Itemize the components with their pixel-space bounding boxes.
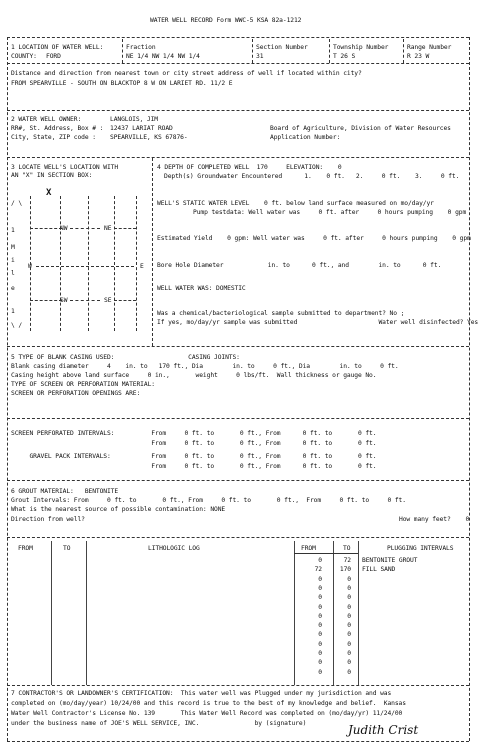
signature: Judith Crist xyxy=(348,723,419,737)
plug-to-header: TO xyxy=(343,545,351,552)
grid-line xyxy=(114,196,115,331)
column-rule xyxy=(86,541,87,685)
plug-desc-cell: BENTONITE GROUT xyxy=(362,557,418,564)
screen-material: TYPE OF SCREEN OR PERFORATION MATERIAL: xyxy=(11,381,155,388)
gravel-intervals-1: GRAVEL PACK INTERVALS: From 0 ft. to 0 ft., From 0 ft. to 0 ft. xyxy=(11,453,377,460)
divider xyxy=(7,480,469,481)
mile-one-2: 1 xyxy=(11,308,15,315)
header-rule xyxy=(294,553,358,554)
plug-from-cell: 0 xyxy=(318,622,322,630)
section-box-corner-2: \ / xyxy=(11,322,23,329)
grid-line xyxy=(70,228,100,229)
plug-from-cell: 0 xyxy=(318,612,322,620)
grid-line xyxy=(114,228,136,229)
address-label: RR#, St. Address, Box # : xyxy=(11,125,104,132)
divider xyxy=(7,157,469,158)
screen-intervals-1: SCREEN PERFORATED INTERVALS: From 0 ft. to 0 ft., From 0 ft. to 0 ft. xyxy=(11,430,377,437)
plug-from-cell: 72 xyxy=(314,566,322,574)
divider xyxy=(7,537,469,538)
grid-line xyxy=(114,300,136,301)
groundwater-line: Depth(s) Groundwater Encountered 1. 0 ft. 2. 0 ft. 3. 0 ft. xyxy=(164,173,460,180)
plug-to-cell: 170 xyxy=(339,566,351,574)
log-to-header: TO xyxy=(63,545,71,552)
direction-label: Direction from well? xyxy=(11,516,85,523)
screen-intervals-2: From 0 ft. to 0 ft., From 0 ft. to 0 ft. xyxy=(11,440,377,447)
se-label: SE xyxy=(104,297,112,304)
grid-line xyxy=(30,196,31,331)
board-text: Board of Agriculture, Division of Water Resources xyxy=(270,125,451,132)
bore-diameter: Bore Hole Diameter in. to 0 ft., and in. to 0 ft. xyxy=(157,262,442,269)
contamination-source: What is the nearest source of possible contamination: NONE xyxy=(11,506,226,513)
locate-label-2: AN "X" IN SECTION BOX: xyxy=(11,172,93,179)
grid-line xyxy=(88,196,89,331)
divider xyxy=(403,39,404,63)
e-label: E xyxy=(140,263,144,270)
township-value: T 26 S xyxy=(333,53,356,60)
chemical-sample: Was a chemical/bacteriological sample submitted to department? No ; xyxy=(157,310,405,317)
distance-label: Distance and direction from nearest town or city street address of well if located within city? xyxy=(11,70,362,77)
w-label: W xyxy=(28,263,32,270)
plug-from-cell: 0 xyxy=(318,575,322,583)
divider xyxy=(7,346,469,347)
lithologic-header: LITHOLOGIC LOG xyxy=(148,545,200,552)
mile-l: l xyxy=(11,270,15,277)
application-label: Application Number: xyxy=(270,134,341,141)
section-box-corner: / \ xyxy=(11,200,23,207)
mile-m: M xyxy=(11,244,15,251)
static-level: WELL'S STATIC WATER LEVEL 0 ft. below land surface measured on mo/day/yr xyxy=(157,200,434,207)
plug-to-cell: 0 xyxy=(347,612,351,620)
fraction-label: Fraction xyxy=(126,44,156,51)
grid-line xyxy=(30,228,62,229)
plug-from-header: FROM xyxy=(301,545,316,552)
screen-openings: SCREEN OR PERFORATION OPENINGS ARE: xyxy=(11,390,141,397)
divider xyxy=(329,39,330,63)
mile-one: 1 xyxy=(11,227,15,234)
divider xyxy=(7,110,469,111)
plug-desc-cell: FILL SAND xyxy=(362,566,396,574)
ne-label: NE xyxy=(104,225,112,232)
range-value: R 23 W xyxy=(407,53,430,60)
plug-from-cell: 0 xyxy=(318,659,322,667)
section-label: Section Number xyxy=(256,44,308,51)
plug-to-cell: 0 xyxy=(347,668,351,676)
grout-intervals: Grout Intervals: From 0 ft. to 0 ft., From 0 ft. to 0 ft., From 0 ft. to 0 ft. xyxy=(11,497,406,504)
divider xyxy=(7,741,469,742)
plug-to-cell: 0 xyxy=(347,584,351,592)
plug-from-cell: 0 xyxy=(318,668,322,676)
township-label: Township Number xyxy=(333,44,389,51)
county-label: COUNTY: xyxy=(11,53,37,60)
section-value: 31 xyxy=(256,53,264,60)
fraction-value: NE 1/4 NW 1/4 NW 1/4 xyxy=(126,53,200,60)
plug-to-cell: 0 xyxy=(347,640,351,648)
locate-label: 3 LOCATE WELL'S LOCATION WITH xyxy=(11,164,119,171)
estimated-yield: Estimated Yield 0 gpm: Well water was 0 ft. after 0 hours pumping 0 gpm xyxy=(157,235,471,242)
address-value: 12437 LARIAT ROAD xyxy=(110,125,173,132)
certification-line-3: Water Well Contractor's License No. 139 This Water Well Record was completed on (mo/day/yr) 11/24/00 xyxy=(11,710,403,717)
grid-line xyxy=(36,266,134,267)
mile-i: i xyxy=(11,257,15,264)
frame-right xyxy=(469,37,470,741)
column-rule xyxy=(51,541,52,685)
casing-type: 5 TYPE OF BLANK CASING USED: CASING JOINTS: xyxy=(11,354,240,361)
grid-line xyxy=(60,196,61,331)
owner-label: 2 WATER WELL OWNER: xyxy=(11,116,82,123)
plug-from-cell: 0 xyxy=(318,603,322,611)
plug-from-cell: 0 xyxy=(318,584,322,592)
casing-diameter: Blank casing diameter 4 in. to 170 ft., Dia in. to 0 ft., Dia in. to 0 ft. xyxy=(11,363,399,370)
plug-from-cell: 0 xyxy=(318,631,322,639)
county-value: FORD xyxy=(46,53,61,60)
plug-from-cell: 0 xyxy=(318,594,322,602)
form-title: WATER WELL RECORD Form WWC-5 KSA 82a-1212 xyxy=(150,17,302,24)
plug-from-cell: 0 xyxy=(318,557,322,564)
distance-value: FROM SPEARVILLE - SOUTH ON BLACKTOP 8 W ON LARIET RD. 11/2 E xyxy=(11,80,233,87)
plug-to-cell: 0 xyxy=(347,603,351,611)
plug-to-cell: 72 xyxy=(343,557,351,564)
log-from-header: FROM xyxy=(18,545,33,552)
divider xyxy=(252,39,253,63)
plug-to-cell: 0 xyxy=(347,594,351,602)
sample-submitted: If yes, mo/day/yr sample was submitted Water well disinfected? Yes xyxy=(157,319,479,326)
grid-line xyxy=(136,196,137,331)
column-rule xyxy=(358,541,359,685)
grout-material: 6 GROUT MATERIAL: BENTONITE xyxy=(11,488,119,495)
plug-to-cell: 0 xyxy=(347,650,351,657)
frame-left xyxy=(7,37,8,741)
certification-line-1: 7 CONTRACTOR'S OR LANDOWNER'S CERTIFICATION: This water well was Plugged under my jurisdiction and was xyxy=(11,690,392,697)
plugging-header: PLUGGING INTERVALS xyxy=(387,545,454,552)
plug-to-cell: 0 xyxy=(347,659,351,667)
city-label: City, State, ZIP code : xyxy=(11,134,96,141)
grid-line xyxy=(30,300,62,301)
location-label: 1 LOCATION OF WATER WELL: xyxy=(11,44,104,51)
feet-label: How many feet? 0 xyxy=(399,516,470,523)
well-mark: X xyxy=(46,188,52,198)
mile-e: e xyxy=(11,285,15,292)
plug-to-cell: 0 xyxy=(347,622,351,630)
divider xyxy=(7,418,469,419)
sw-label: SW xyxy=(60,297,68,304)
pump-test: Pump testdata: Well water was 0 ft. after 0 hours pumping 0 gpm xyxy=(193,209,467,216)
nw-label: NW xyxy=(60,225,68,232)
casing-height: Casing height above land surface 0 in., weight 0 lbs/ft. Wall thickness or gauge No. xyxy=(11,372,377,379)
plug-from-cell: 0 xyxy=(318,640,322,648)
divider xyxy=(122,39,123,63)
certification-line-4: under the business name of JOE'S WELL SERVICE, INC. by (signature) xyxy=(11,720,307,727)
city-value: SPEARVILLE, KS 67876- xyxy=(110,134,188,141)
grid-line xyxy=(70,300,100,301)
gravel-intervals-2: From 0 ft. to 0 ft., From 0 ft. to 0 ft. xyxy=(11,463,377,470)
depth-line: 4 DEPTH OF COMPLETED WELL 170 ELEVATION: 0 xyxy=(157,164,342,171)
divider xyxy=(7,63,469,64)
divider xyxy=(7,685,469,686)
water-use: WELL WATER WAS: DOMESTIC xyxy=(157,285,246,292)
plug-to-cell: 0 xyxy=(347,631,351,639)
divider xyxy=(152,158,153,346)
owner-name: LANGLOIS, JIM xyxy=(110,116,158,123)
plug-to-cell: 0 xyxy=(347,575,351,583)
plug-from-cell: 0 xyxy=(318,650,322,657)
certification-line-2: completed on (mo/day/year) 10/24/00 and this record is true to the best of my knowledge and belief. Kansas xyxy=(11,700,406,707)
divider xyxy=(7,37,469,38)
range-label: Range Number xyxy=(407,44,452,51)
